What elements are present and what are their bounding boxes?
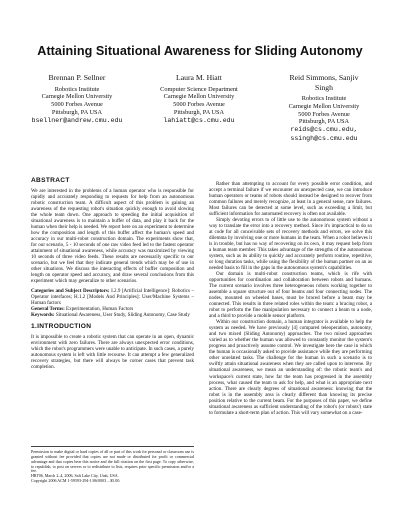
categories-text: I.2.9 [Artificial Intelligence]: Robotics – Operator interfaces; H.1.2 [Models And Principles]: User/Machine Systems – Human factors xyxy=(31,288,194,307)
author-dept: Computer Science Department xyxy=(160,85,238,93)
categories-paragraph xyxy=(31,288,194,306)
keywords-text: Situational Awareness, User Study, Sliding Autonomy, Case Study xyxy=(55,312,190,319)
intro-text: It is impossible to create a robotic system that can operate in an open, dynamic environment with zero failures. There are always unexpected error conditions, which the robot's programmers were unable to anticipate. In such cases, a purely autonomous system is left with little recourse. It can attempt a few generalized recovery strategies, but there will always be corner cases that prevent task completion. xyxy=(31,334,194,371)
keywords-label: Keywords: xyxy=(31,312,55,319)
author-name: Reid Simmons, Sanjiv Singh xyxy=(289,73,359,92)
keywords-paragraph xyxy=(31,312,194,318)
author-org: Carnegie Mellon University xyxy=(288,102,360,110)
author-email: lahiatt@cs.cmu.edu xyxy=(163,116,235,124)
categories-label: Categories and Subject Descriptors: xyxy=(31,288,110,295)
author-org: Carnegie Mellon University xyxy=(163,93,235,101)
author-street: 5000 Forbes Avenue xyxy=(173,101,225,109)
intro-title: INTRODUCTION xyxy=(37,323,92,331)
author-dept: Robotics Institute xyxy=(301,95,347,102)
author-street: 5000 Forbes Avenue xyxy=(51,101,103,109)
author-3 xyxy=(270,73,378,143)
author-city: Pittsburgh, PA USA xyxy=(51,108,103,116)
body-paragraph: Rather than attempting to account for every possible error condition, and accept a terminal failure if we encounter an unexpected case, we can introduce human operators or teams of robots should instead be designed to recover from common failures and merely recognize, at least in a general sense, rare failures. Most failures can be detected at some level, such as exceeding a limit, but sufficient information for automated recovery is often not available. xyxy=(209,181,372,218)
author-name: Laura M. Hiatt xyxy=(176,73,222,82)
venue-line: HRI'06, March 2–4, 2006, Salt Lake City, Utah, USA. xyxy=(31,473,119,479)
author-1 xyxy=(24,73,130,125)
intro-number: 1. xyxy=(31,323,38,331)
copyright-footnote xyxy=(31,446,194,484)
author-street: 5000 Forbes Avenue xyxy=(298,110,350,118)
general-terms-label: General Terms: xyxy=(31,306,65,313)
body-paragraph: Simply devoting errors to of little use to the autonomous system without a way to translate the error into a recovery method. Since it's impractical to do so at code for all conceivable sets of recovery methods and errors, we solve this dilemma by involving one or more humans in the team. When a robot believes it is in trouble, but has no way of recovering on its own, it may request help from a human team member. This takes advantage of the strengths of the autonomous system, such as its ability to quickly and accurately perform routine, repetitive, or long duration tasks, while using the flexibility of the human partner on an as needed basis to fill in the gaps in the autonomous system's capabilities. xyxy=(209,217,372,272)
author-dept: Robotics Institute xyxy=(54,85,100,93)
intro-heading xyxy=(31,324,194,330)
author-city: Pittsburgh, PA USA xyxy=(298,118,350,126)
author-block xyxy=(22,73,378,163)
author-email: reids@cs.cmu.edu, ssingh@cs.cmu.edu xyxy=(290,126,358,142)
general-terms-text: Experimentation, Human Factors xyxy=(66,306,134,313)
abstract-heading: ABSTRACT xyxy=(31,177,70,184)
permission-notice: Permission to make digital or hard copies of all or part of this work for personal or classroom use is granted without fee provided that copies are not made or distributed for profit or commercial advantage and that copies bear this notice and the full citation on the first page. To copy otherwise, to republish, to post on servers or to redistribute to lists, requires prior specific permission and/or a fee. xyxy=(31,449,194,474)
paper-title: Attaining Situational Awareness for Sliding Autonomy xyxy=(37,44,363,58)
author-name: Brennan P. Sellner xyxy=(48,73,106,82)
body-paragraph: Our domain is multi-robot construction teams, which is rife with opportunities for coordination and collaboration between robots and humans. The current scenario involves three heterogeneous robots working together to assemble a square structure out of four beams and four connecting nodes. The nodes, mounted on wheeled bases, must be braced before a beam may be connected. This results in three related roles within the team: a bracing robot, a robot to perform the fine manipulation necessary to connect a beam to a node, and a third to provide a mobile sensor platform. xyxy=(209,271,372,320)
author-org: Carnegie Mellon University xyxy=(41,93,113,101)
copyright-line: Copyright 2006 ACM 1-59593-294-1/06/0003 ...$5.00. xyxy=(31,478,121,484)
author-2 xyxy=(146,73,252,125)
right-column xyxy=(209,181,372,416)
abstract-text: We are interested in the problems of a human operator who is responsible for rapidly and accurately responding to requests for help from an autonomous robotic construction team. A difficult aspect of this problem is gaining an awareness of the requesting robot's situation quickly enough to avoid slowing the whole team down. One approach to speeding the initial acquisition of situational awareness is to maintain a buffer of data, and play it back for the human when their help is needed. We report here on an experiment to determine how the composition and length of this buffer affect the human's speed and accuracy in our multi-robot construction domain. The experiments show that, for our scenario, 5 - 10 seconds of one raw video feed led to the fastest operator attainment of situational awareness, while accuracy was maximized by viewing 10 seconds of three video feeds. These results are necessarily specific to our scenario, but we feel that they indicate general trends which may be of use in other situations. We discuss the interacting effects of buffer composition and length on operator speed and accuracy, and draw several conclusions from this experiment which may generalize to other scenarios. xyxy=(31,188,194,285)
author-city: Pittsburgh, PA USA xyxy=(173,108,225,116)
author-email: bsellner@andrew.cmu.edu xyxy=(31,116,123,124)
left-column xyxy=(31,178,194,370)
body-paragraph: Within our construction domain, a human integrator is available to help the system as needed. We have previously [4] compared teleoperation, autonomy, and two mixed (Sliding Autonomy) approaches. The two mixed approaches varied as to whether the human was allowed to constantly monitor the system's progress and proactively assume control. We investigate here the case in which the human is occasionally asked to provide assistance while they are performing other unrelated tasks. The challenge for the human in such a scenario is to swiftly attain situational awareness when they are called upon to intervene. By situational awareness, we mean an understanding of: the robotic team's and workspace's current state, how far the team has progressed in the assembly process, what caused the team to ask for help, and what is an appropriate next action. There are clearly degrees of situational awareness: knowing that the robot is in the assembly area is clearly different than knowing its precise position relative to the current beam. For the purposes of this paper, we define situational awareness as sufficient understanding of the robot's (or robots') state to formulate a short-term plan of action. This will vary somewhat on a case- xyxy=(209,319,372,416)
